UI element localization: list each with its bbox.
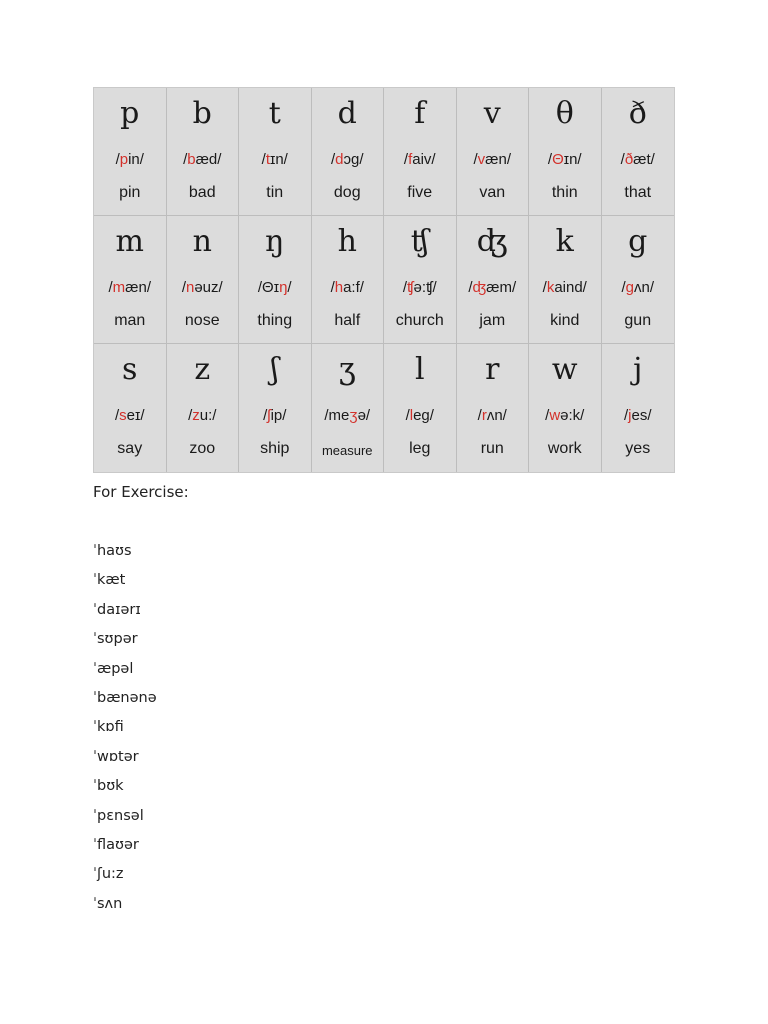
example-word: thing [257, 312, 293, 329]
ipa-symbol: f [414, 96, 426, 131]
exercise-item: ˈkæt [93, 572, 126, 589]
ipa-symbol: n [192, 224, 212, 259]
ipa-symbol: l [414, 352, 425, 387]
ipa-transcription: /jes/ [623, 407, 652, 424]
exercise-item: ˈsʌn [93, 895, 123, 912]
ipa-transcription: /kaind/ [542, 279, 587, 296]
ipa-symbol: m [115, 224, 144, 259]
example-word: jam [479, 312, 506, 329]
example-word: kind [550, 312, 580, 329]
ipa-transcription: /meʒə/ [324, 407, 371, 424]
ipa-cell [602, 88, 675, 216]
exercise-item: ˈpɛnsəl [93, 807, 144, 824]
ipa-cell [239, 88, 312, 216]
example-word: yes [625, 440, 651, 457]
exercise-item: ˈflaʊər [93, 836, 139, 853]
ipa-transcription: /dɔg/ [330, 151, 364, 168]
ipa-cell [602, 344, 675, 472]
example-word: that [624, 184, 652, 201]
ipa-cell [529, 344, 602, 472]
ipa-cell [94, 88, 167, 216]
exercise-item: ˈwɒtər [93, 748, 139, 765]
ipa-transcription: /bæd/ [183, 151, 222, 168]
ipa-transcription: /ðæt/ [620, 151, 655, 168]
exercise-item: ˈhaʊs [93, 543, 132, 559]
ipa-symbol: v [483, 96, 501, 131]
exercise-item: ˈʃu:z [93, 866, 124, 883]
ipa-cell [312, 88, 385, 216]
ipa-symbol: ʒ [338, 352, 356, 387]
exercise-item: ˈbʊk [93, 778, 124, 795]
ipa-cell [312, 344, 385, 472]
ipa-symbol: θ [555, 96, 574, 131]
ipa-transcription: /ha:f/ [330, 279, 364, 296]
exercise-item: ˈbænənə [93, 689, 157, 706]
example-word: ship [260, 440, 290, 457]
ipa-symbol: t [268, 96, 281, 131]
example-word: five [407, 184, 433, 201]
example-word: van [479, 184, 506, 201]
ipa-symbol: ʧ [410, 224, 429, 259]
ipa-cell [94, 344, 167, 472]
example-word: thin [551, 184, 578, 201]
ipa-symbol: w [551, 352, 578, 387]
ipa-transcription: /seɪ/ [114, 407, 145, 424]
ipa-transcription: /leg/ [405, 407, 434, 424]
ipa-transcription: /ʧə:ʧ/ [402, 279, 437, 296]
ipa-symbol: ŋ [265, 224, 285, 259]
ipa-cell [239, 216, 312, 344]
example-word: gun [624, 312, 652, 329]
ipa-cell [312, 216, 385, 344]
ipa-cell [167, 88, 240, 216]
example-word: run [480, 440, 504, 457]
ipa-symbol: r [485, 352, 500, 387]
ipa-transcription: /zu:/ [188, 407, 217, 424]
example-word: work [547, 440, 582, 457]
example-word: say [117, 440, 143, 457]
ipa-symbol: h [337, 224, 357, 259]
ipa-symbol: z [194, 352, 211, 387]
example-word: bad [188, 184, 216, 201]
example-word: leg [409, 440, 431, 457]
ipa-symbol: p [120, 96, 140, 131]
ipa-transcription: /rʌn/ [477, 407, 507, 424]
ipa-transcription: /tɪn/ [261, 151, 288, 168]
ipa-cell [457, 216, 530, 344]
ipa-symbol: ʃ [270, 352, 279, 387]
ipa-cell [167, 344, 240, 472]
ipa-symbol: j [633, 352, 643, 387]
ipa-cell [384, 88, 457, 216]
ipa-cell [384, 216, 457, 344]
example-word: measure [321, 443, 373, 458]
ipa-transcription: /Θɪn/ [547, 151, 582, 168]
ipa-cell [167, 216, 240, 344]
ipa-transcription: /mæn/ [108, 279, 152, 296]
ipa-transcription: /pin/ [115, 151, 144, 168]
ipa-transcription: /ʃip/ [263, 407, 287, 424]
ipa-transcription: /ʤæm/ [468, 279, 517, 296]
ipa-transcription: /gʌn/ [621, 279, 655, 296]
exercise-item: ˈdaɪərɪ [93, 601, 141, 618]
exercise-list [93, 542, 157, 924]
ipa-cell [457, 88, 530, 216]
ipa-cell [529, 88, 602, 216]
ipa-transcription: /wə:k/ [545, 407, 585, 424]
ipa-cell [529, 216, 602, 344]
ipa-symbol: ð [628, 96, 647, 131]
ipa-cell [94, 216, 167, 344]
example-word: dog [333, 184, 361, 201]
ipa-cell [602, 216, 675, 344]
example-word: tin [266, 184, 284, 201]
exercise-heading: For Exercise: [93, 483, 189, 501]
example-word: pin [119, 184, 141, 201]
example-word: half [334, 312, 361, 329]
ipa-transcription: /nəuz/ [181, 279, 223, 296]
ipa-symbol: s [122, 352, 138, 387]
exercise-item: ˈsʊpər [93, 631, 138, 648]
ipa-transcription: /Θɪŋ/ [257, 279, 292, 296]
exercise-item: ˈæpəl [93, 660, 134, 677]
example-word: zoo [189, 440, 216, 457]
example-word: nose [184, 312, 220, 329]
ipa-symbol: k [555, 224, 574, 259]
ipa-transcription: /væn/ [473, 151, 512, 168]
exercise-item: ˈkɒfi [93, 719, 124, 736]
ipa-cell [239, 344, 312, 472]
ipa-consonant-chart [93, 87, 675, 473]
ipa-transcription: /faiv/ [403, 151, 436, 168]
ipa-symbol: b [192, 96, 212, 131]
ipa-symbol: ʤ [476, 224, 508, 259]
example-word: church [395, 312, 444, 329]
ipa-symbol: d [337, 96, 357, 131]
ipa-symbol: g [628, 224, 648, 259]
ipa-cell [384, 344, 457, 472]
ipa-cell [457, 344, 530, 472]
example-word: man [114, 312, 146, 329]
